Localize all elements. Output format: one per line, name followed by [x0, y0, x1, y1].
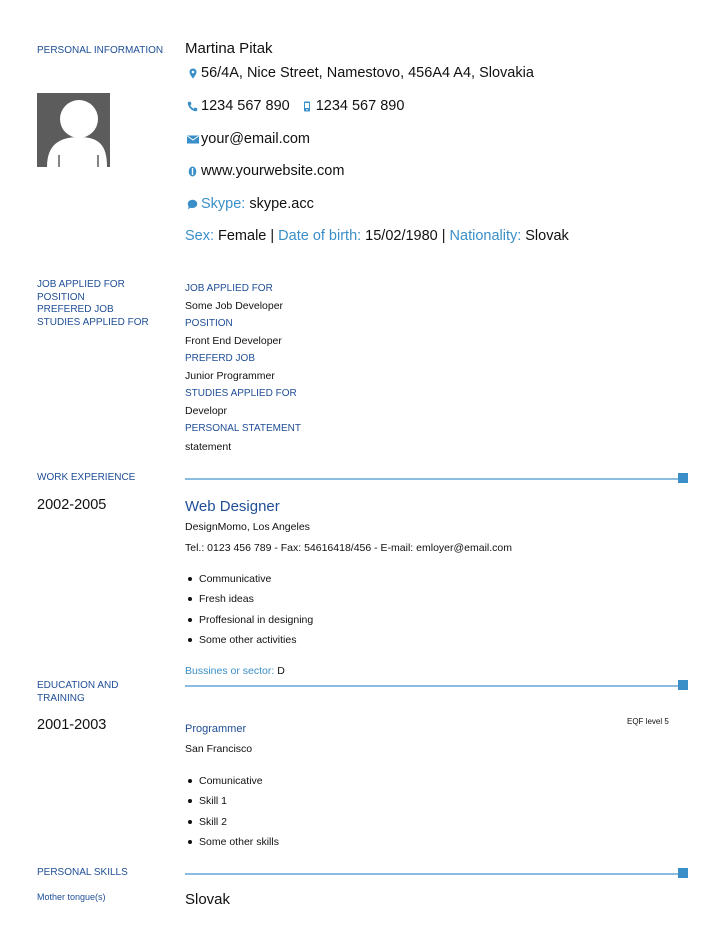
field-label-job-applied-for: JOB APPLIED FOR [185, 283, 273, 294]
website-text[interactable]: www.yourwebsite.com [201, 163, 345, 179]
mother-tongue-value: Slovak [185, 891, 231, 908]
business-sector-label: Bussines or sector: [185, 665, 275, 677]
business-sector-value: D [277, 665, 285, 677]
separator: | [441, 228, 446, 244]
section-divider [185, 680, 688, 690]
mobile-text: 1234 567 890 [315, 98, 405, 114]
field-value-position: Front End Developer [185, 335, 282, 347]
work-years: 2002-2005 [37, 497, 107, 513]
section-label-education-and-training: EDUCATION AND TRAINING [37, 680, 119, 704]
work-employer: DesignMomo, Los Angeles [185, 521, 310, 533]
phone-text: 1234 567 890 [201, 98, 290, 114]
work-activities-list [185, 572, 313, 653]
address-text: 56/4A, Nice Street, Namestovo, 456A4 A4, Slovakia [201, 65, 534, 81]
list-item: Comunicative [185, 774, 279, 794]
phone-icon [185, 101, 200, 112]
field-value-studies-applied-for: Developr [185, 405, 228, 417]
section-label-personal-skills: PERSONAL SKILLS [37, 867, 128, 878]
education-title: Programmer [185, 723, 247, 735]
field-value-job-applied-for: Some Job Developer [185, 300, 284, 312]
education-skills-list [185, 774, 279, 855]
eqf-level: EQF level 5 [627, 717, 669, 726]
phone-row [185, 98, 404, 114]
list-item: Proffesional in designing [185, 613, 313, 633]
mother-tongue-label: Mother tongue(s) [37, 892, 106, 902]
skype-value: skype.acc [249, 196, 314, 212]
nationality-value: Slovak [525, 228, 569, 244]
skype-label: Skype: [201, 196, 246, 212]
avatar [37, 93, 110, 167]
list-item: Skill 2 [185, 815, 279, 835]
job-left-labels [37, 279, 149, 329]
separator: | [270, 228, 275, 244]
envelope-icon [185, 135, 200, 144]
dob-label: Date of birth: [278, 228, 362, 244]
dob-value: 15/02/1980 [365, 228, 438, 244]
field-label-preferd-job: PREFERD JOB [185, 353, 256, 364]
business-sector-row [185, 665, 285, 677]
sex-value: Female [218, 228, 267, 244]
list-item: Some other skills [185, 835, 279, 855]
section-label-personal-information: PERSONAL INFORMATION [37, 45, 164, 56]
website-row [185, 163, 344, 179]
field-value-preferd-job: Junior Programmer [185, 370, 275, 382]
avatar-silhouette-icon [37, 93, 110, 167]
skype-icon [185, 199, 200, 210]
section-divider [185, 473, 688, 483]
location-pin-icon [185, 68, 200, 79]
list-item: Skill 1 [185, 794, 279, 814]
field-label-position: POSITION [185, 318, 233, 329]
sex-label: Sex: [185, 228, 215, 244]
work-job-title: Web Designer [185, 498, 280, 515]
nationality-label: Nationality: [449, 228, 522, 244]
list-item: Some other activities [185, 633, 313, 653]
work-employer-contact: Tel.: 0123 456 789 - Fax: 54616418/456 - E-mail: emloyer@email.com [185, 542, 512, 554]
field-label-studies-applied-for: STUDIES APPLIED FOR [185, 388, 297, 399]
left-label-studies-applied-for: STUDIES APPLIED FOR [37, 316, 149, 328]
education-place: San Francisco [185, 743, 253, 755]
left-label-prefered-job: PREFERED JOB [37, 304, 114, 315]
skype-row [185, 196, 314, 212]
applicant-name: Martina Pitak [185, 40, 273, 57]
left-label-job-applied-for: JOB APPLIED FOR [37, 279, 125, 290]
email-row [185, 131, 310, 147]
left-label-position: POSITION [37, 291, 85, 303]
education-years: 2001-2003 [37, 717, 107, 733]
list-item: Communicative [185, 572, 313, 592]
section-label-work-experience: WORK EXPERIENCE [37, 472, 136, 483]
field-label-personal-statement: PERSONAL STATEMENT [185, 423, 301, 434]
email-text[interactable]: your@email.com [201, 131, 310, 147]
address-row [185, 65, 534, 81]
personal-details-row [185, 228, 569, 244]
website-icon [185, 166, 200, 177]
list-item: Fresh ideas [185, 592, 313, 612]
section-divider [185, 868, 688, 878]
field-value-personal-statement: statement [185, 441, 232, 453]
mobile-icon [300, 101, 315, 112]
